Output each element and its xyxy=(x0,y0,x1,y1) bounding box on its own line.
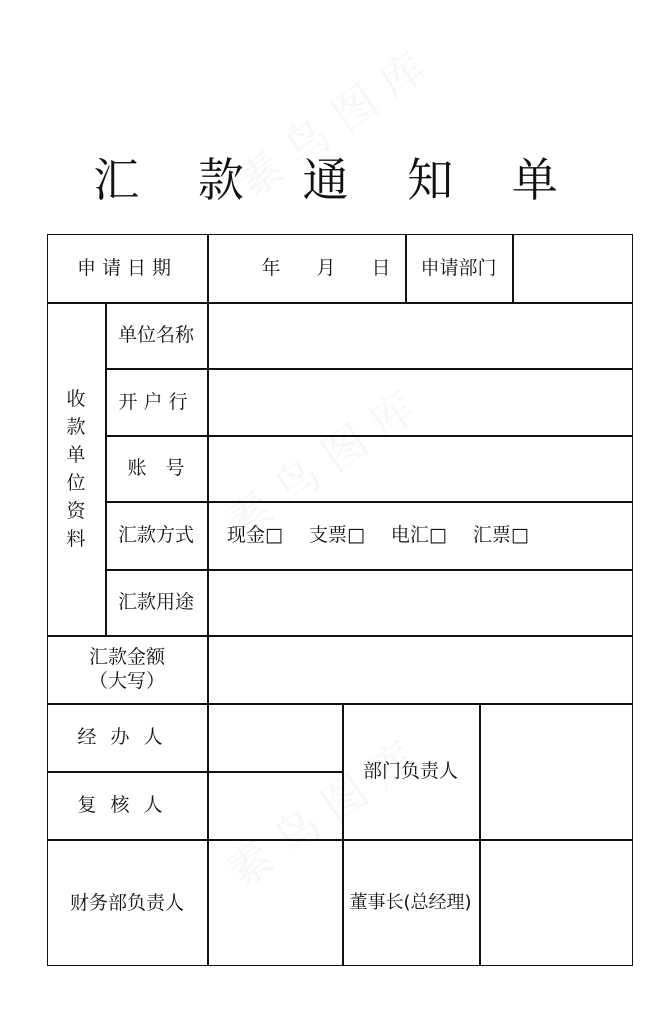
dept-head-field[interactable] xyxy=(479,703,633,839)
purpose-field[interactable] xyxy=(207,569,633,635)
bank-label: 开户行 xyxy=(118,390,194,413)
reviewer-label: 复核人 xyxy=(77,794,177,816)
bank-field[interactable] xyxy=(207,368,633,435)
apply-date-label: 申请日期 xyxy=(76,257,177,279)
dept-head-label: 部门负责人 xyxy=(362,760,458,782)
account-label: 账 号 xyxy=(127,457,185,479)
method-check-checkbox[interactable]: 支票□ xyxy=(308,524,365,546)
account-field[interactable] xyxy=(207,435,633,501)
month-label: 月 xyxy=(316,257,336,279)
apply-dept-label: 申请部门 xyxy=(420,257,497,279)
finance-head-label: 财务部负责人 xyxy=(69,891,184,914)
payee-section-label: 收 款 单 位 资 料 xyxy=(66,387,86,550)
chairman-field[interactable] xyxy=(479,839,633,966)
handler-field[interactable] xyxy=(207,703,342,771)
method-cash-checkbox[interactable]: 现金□ xyxy=(227,524,283,546)
day-label: 日 xyxy=(371,257,391,279)
finance-head-field[interactable] xyxy=(207,839,342,966)
method-draft-checkbox[interactable]: 汇票□ xyxy=(472,524,529,546)
method-options xyxy=(207,501,633,569)
amount-field[interactable] xyxy=(207,635,633,703)
amount-label: 汇款金额 （大写） xyxy=(88,646,165,692)
purpose-label: 汇款用途 xyxy=(117,591,194,613)
handler-label: 经办人 xyxy=(77,726,177,748)
apply-dept-field[interactable] xyxy=(512,234,633,302)
year-label: 年 xyxy=(261,257,281,279)
unit-name-field[interactable] xyxy=(207,302,633,368)
method-wire-checkbox[interactable]: 电汇□ xyxy=(390,524,447,546)
chairman-label: 董事长(总经理) xyxy=(349,891,472,913)
page-title: 汇 款 通 知 单 xyxy=(93,153,580,207)
remittance-form xyxy=(47,234,633,966)
method-label: 汇款方式 xyxy=(117,524,194,546)
apply-date-field[interactable] xyxy=(207,234,405,302)
unit-name-label: 单位名称 xyxy=(117,324,194,346)
reviewer-field[interactable] xyxy=(207,771,342,839)
